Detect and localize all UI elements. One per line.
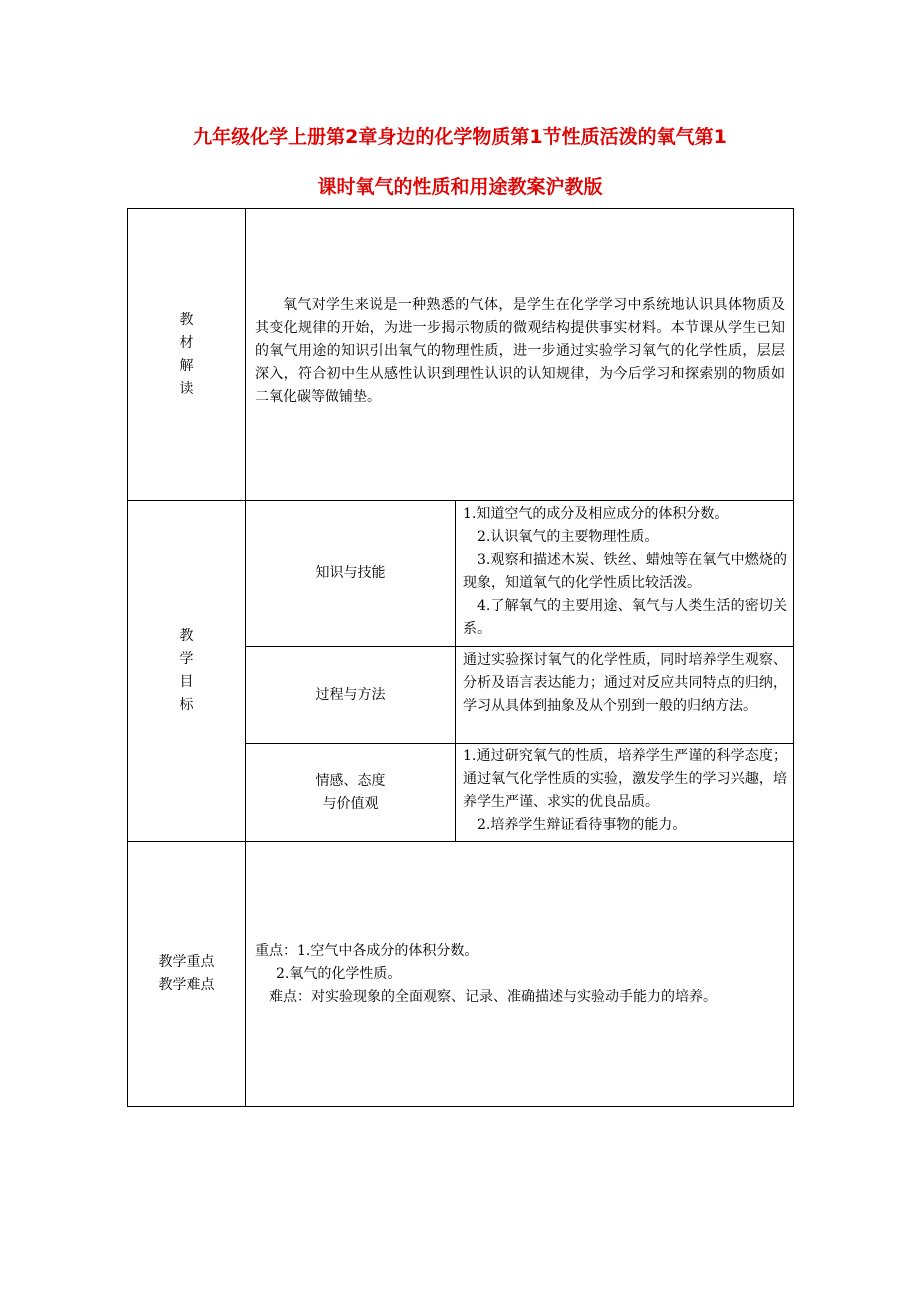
key-points-label-line1: 教学重点 — [158, 954, 215, 970]
knowledge-label — [246, 501, 455, 646]
emotion-content — [463, 745, 787, 837]
difficulty-line: 难点：对实验现象的全面观察、记录、准确描述与实验动手能力的培养。 — [269, 989, 717, 1005]
focus-line2: 2.氧气的化学性质。 — [276, 966, 402, 982]
goals-label — [128, 501, 245, 841]
knowledge-content — [463, 503, 787, 641]
key-points-label-line2: 教学难点 — [158, 977, 215, 993]
process-label — [246, 647, 455, 743]
process-label-text: 过程与方法 — [315, 686, 386, 703]
emotion-label-line2: 与价值观 — [322, 795, 379, 812]
emotion-label — [246, 744, 455, 841]
textbook-label-char: 材 — [179, 334, 194, 351]
focus-line1: 重点：1.空气中各成分的体积分数。 — [255, 943, 479, 959]
key-points-label — [128, 842, 245, 1106]
textbook-label-char: 教 — [179, 311, 194, 328]
textbook-label — [128, 209, 245, 500]
process-text: 通过实验探讨氧气的化学性质，同时培养学生观察、分析及语言表达能力；通过对反应共同特点的归纳，学习从具体到抽象及从个别到一般的归纳方法。 — [463, 652, 787, 714]
emotion-label-line1: 情感、态度 — [315, 772, 386, 789]
process-content — [463, 649, 787, 718]
knowledge-label-text: 知识与技能 — [315, 565, 386, 581]
knowledge-item: 4.了解氧气的主要用途、氧气与人类生活的密切关系。 — [463, 598, 787, 637]
document-title-line2: 课时氧气的性质和用途教案沪教版 — [317, 176, 603, 198]
knowledge-item: 2.认识氧气的主要物理性质。 — [477, 529, 659, 545]
goals-label-char: 教 — [179, 628, 194, 644]
key-points-content — [255, 940, 789, 1009]
knowledge-item: 1.知道空气的成分及相应成分的体积分数。 — [463, 506, 729, 522]
goals-label-char: 标 — [179, 697, 194, 713]
knowledge-item: 3.观察和描述木炭、铁丝、蜡烛等在氧气中燃烧的现象，知道氧气的化学性质比较活泼。 — [463, 552, 787, 591]
goals-label-char: 学 — [179, 651, 194, 667]
emotion-item: 1.通过研究氧气的性质，培养学生严谨的科学态度；通过氧气化学性质的实验，激发学生的学习兴趣，培养学生严谨、求实的优良品质。 — [463, 748, 787, 810]
textbook-content-text: 氧气对学生来说是一种熟悉的气体，是学生在化学学习中系统地认识具体物质及其变化规律的开始，为进一步揭示物质的微观结构提供事实材料。本节课从学生已知的氧气用途的知识引出氧气的物理性质，进一步通过实验学习氧气的化学性质，层层深入，符合初中生从感性认识到理性认识的认知规律，为今后学习和探索别的物质如二氧化碳等做铺垫。 — [255, 297, 785, 405]
textbook-content — [255, 294, 785, 409]
emotion-item: 2.培养学生辩证看待事物的能力。 — [477, 817, 687, 833]
document-title-line1: 九年级化学上册第2章身边的化学物质第1节性质活泼的氧气第1 — [193, 126, 727, 148]
textbook-label-char: 读 — [179, 380, 194, 397]
textbook-label-char: 解 — [179, 357, 194, 374]
goals-label-char: 目 — [179, 674, 194, 690]
